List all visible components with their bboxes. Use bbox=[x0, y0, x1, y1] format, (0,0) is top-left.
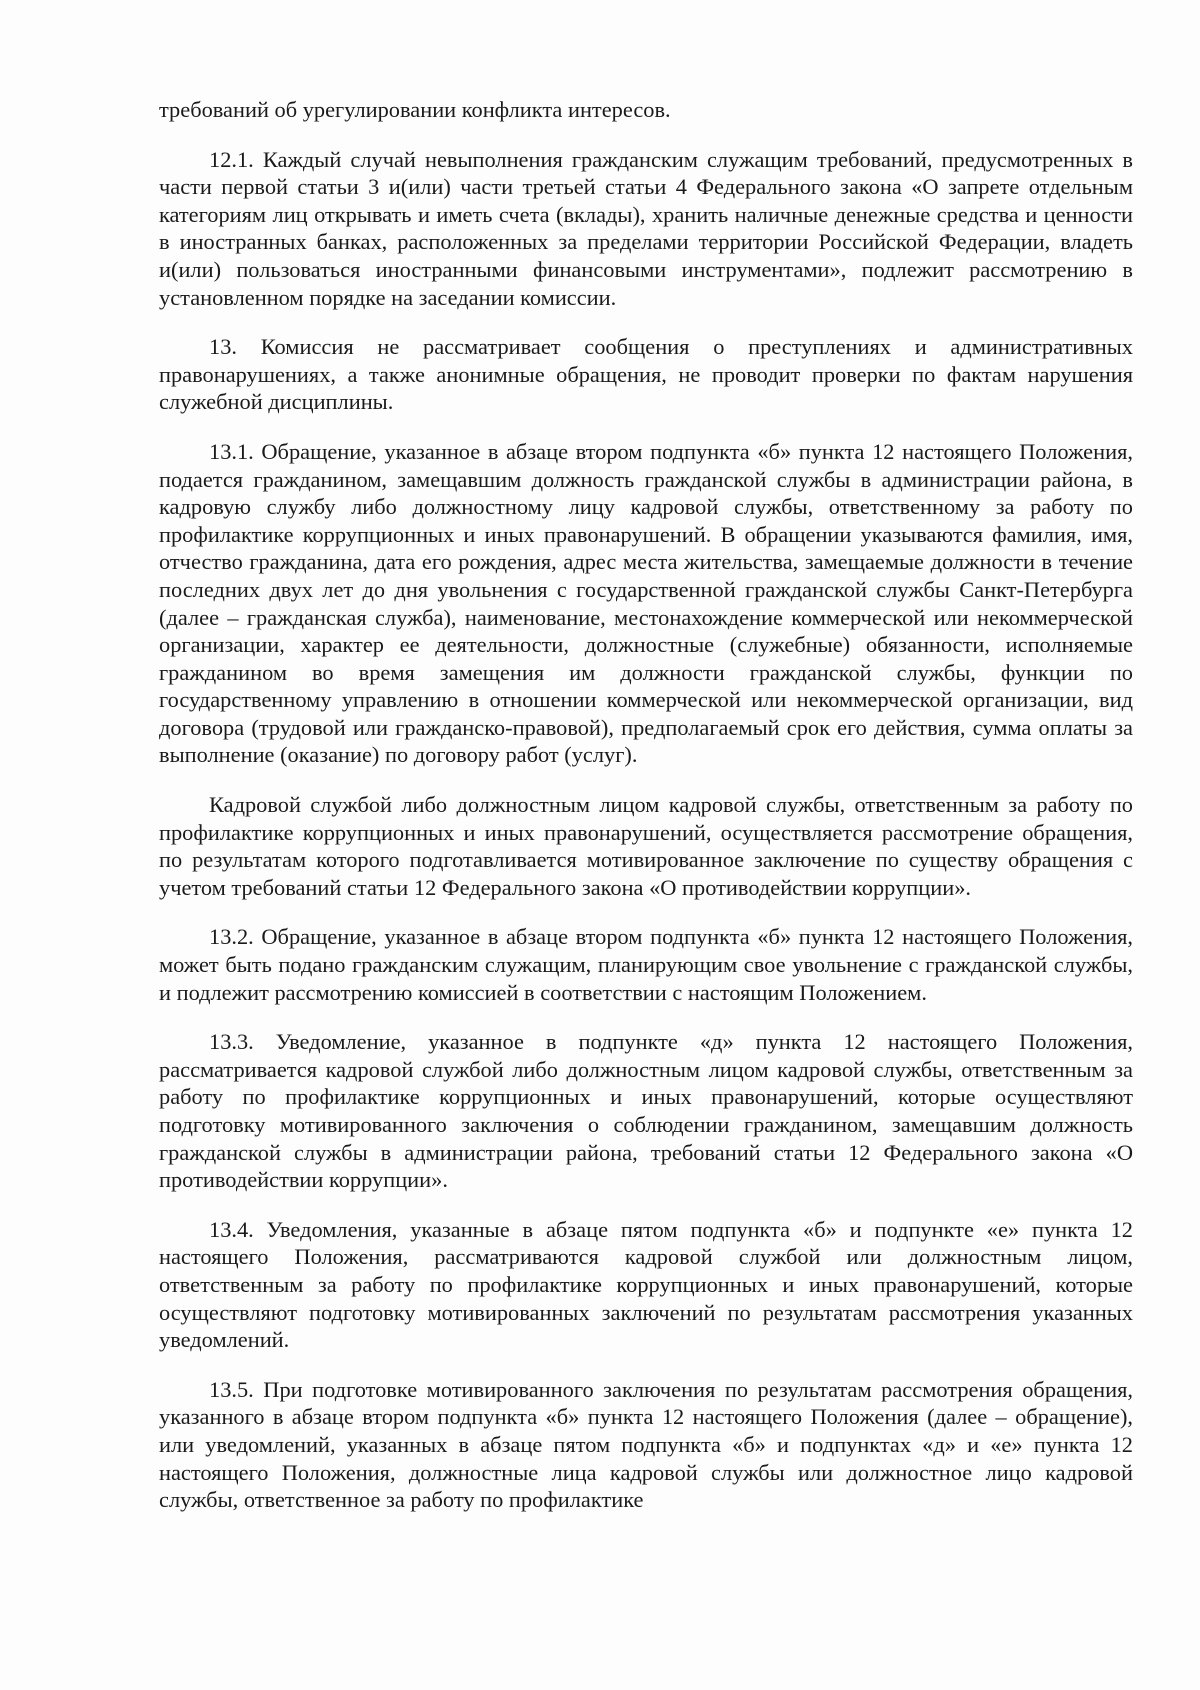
paragraph-continuation: требований об урегулировании конфликта интересов. bbox=[159, 97, 671, 122]
paragraph-13-2: 13.2. Обращение, указанное в абзаце втором подпункта «б» пункта 12 настоящего Положения, может быть подано гражданским служащим, планирующим свое увольнение с гражданской службы, и подлежит рассмотрению комиссией в соответствии с настоящим Положением. bbox=[159, 924, 1133, 1005]
document-text bbox=[159, 96, 1133, 1514]
paragraph-12-1: 12.1. Каждый случай невыполнения гражданским служащим требований, предусмотренных в части первой статьи 3 и(или) части третьей статьи 4 Федерального закона «О запрете отдельным категориям лиц открывать и иметь счета (вклады), хранить наличные денежные средства и ценности в иностранных банках, расположенных за пределами территории Российской Федерации, владеть и(или) пользоваться иностранными финансовыми инструментами», подлежит рассмотрению в установленном порядке на заседании комиссии. bbox=[159, 146, 1133, 310]
paragraph-13-3: 13.3. Уведомление, указанное в подпункте «д» пункта 12 настоящего Положения, рассматривается кадровой службой либо должностным лицом кадровой службы, ответственным за работу по профилактике коррупционных и иных правонарушений, которые осуществляют подготовку мотивированного заключения о соблюдении гражданином, замещавшим должность гражданской службы в администрации района, требований статьи 12 Федерального закона «О противодействии коррупции». bbox=[159, 1029, 1133, 1193]
paragraph-13-1-second: Кадровой службой либо должностным лицом кадровой службы, ответственным за работу по профилактике коррупционных и иных правонарушений, осуществляется рассмотрение обращения, по результатам которого подготавливается мотивированное заключение по существу обращения с учетом требований статьи 12 Федерального закона «О противодействии коррупции». bbox=[159, 792, 1133, 900]
paragraph-13-4: 13.4. Уведомления, указанные в абзаце пятом подпункта «б» и подпункте «е» пункта 12 настоящего Положения, рассматриваются кадровой службой или должностным лицом, ответственным за работу по профилактике коррупционных и иных правонарушений, которые осуществляют подготовку мотивированных заключений по результатам рассмотрения указанных уведомлений. bbox=[159, 1216, 1133, 1353]
paragraph-13: 13. Комиссия не рассматривает сообщения о преступлениях и административных правонарушениях, а также анонимные обращения, не проводит проверки по фактам нарушения служебной дисциплины. bbox=[159, 334, 1133, 415]
paragraph-13-5: 13.5. При подготовке мотивированного заключения по результатам рассмотрения обращения, указанного в абзаце втором подпункта «б» пункта 12 настоящего Положения (далее – обращение), или уведомлений, указанных в абзаце пятом подпункта «б» и подпунктах «д» и «е» пункта 12 настоящего Положения, должностные лица кадровой службы или должностное лицо кадровой службы, ответственное за работу по профилактике bbox=[159, 1376, 1133, 1513]
paragraph-13-1: 13.1. Обращение, указанное в абзаце втором подпункта «б» пункта 12 настоящего Положения, подается гражданином, замещавшим должность гражданской службы в администрации района, в кадровую службу либо должностному лицу кадровой службы, ответственному за работу по профилактике коррупционных и иных правонарушений. В обращении указываются фамилия, имя, отчество гражданина, дата его рождения, адрес места жительства, замещаемые должности в течение последних двух лет до дня увольнения с государственной гражданской службы Санкт-Петербурга (далее – гражданская служба), наименование, местонахождение коммерческой или некоммерческой организации, характер ее деятельности, должностные (служебные) обязанности, исполняемые гражданином во время замещения им должности гражданской службы, функции по государственному управлению в отношении коммерческой или некоммерческой организации, вид договора (трудовой или гражданско-правовой), предполагаемый срок его действия, сумма оплаты за выполнение (оказание) по договору работ (услуг). bbox=[159, 438, 1133, 768]
